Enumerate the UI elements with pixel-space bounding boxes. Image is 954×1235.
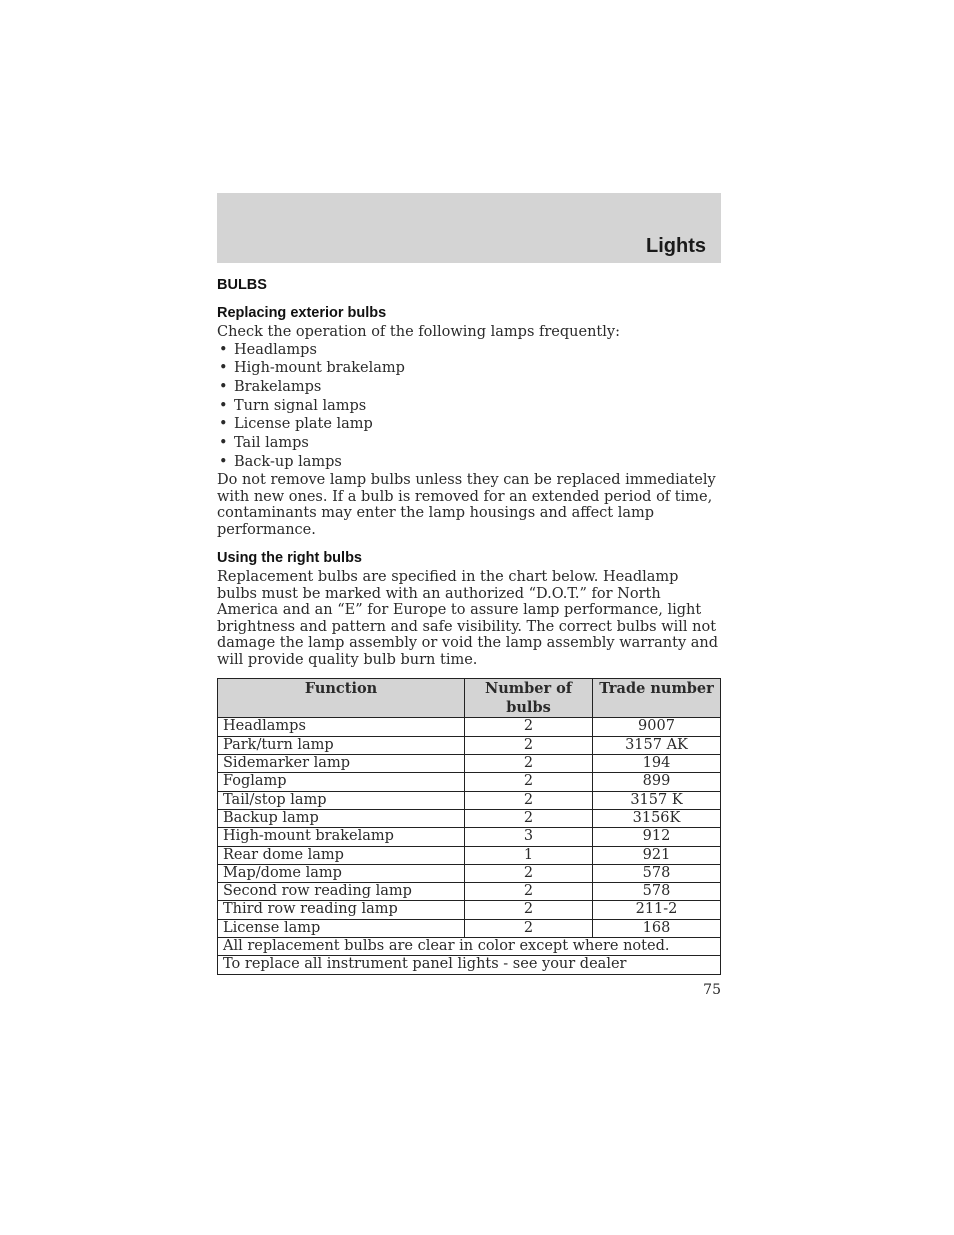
cell-count: 2 (465, 755, 593, 773)
list-item: • Tail lamps (217, 434, 721, 453)
section-title: BULBS (217, 277, 267, 293)
table-row (218, 901, 721, 919)
cell-function: Map/dome lamp (218, 864, 465, 882)
cell-count: 1 (465, 846, 593, 864)
table-row (218, 883, 721, 901)
cell-count: 2 (465, 883, 593, 901)
cell-count: 2 (465, 718, 593, 736)
table-row (218, 755, 721, 773)
cell-count: 2 (465, 901, 593, 919)
cell-function: Third row reading lamp (218, 901, 465, 919)
table-note-row (218, 937, 721, 955)
table-header-row (218, 679, 721, 718)
table-row (218, 828, 721, 846)
cell-trade: 3157 AK (593, 736, 721, 754)
bulb-table (217, 678, 721, 974)
table-note: To replace all instrument panel lights - see your dealer (218, 956, 721, 974)
cell-trade: 211-2 (593, 901, 721, 919)
header-function: Function (218, 679, 465, 718)
replacing-intro: Check the operation of the following lamps frequently: (217, 324, 620, 340)
cell-trade: 9007 (593, 718, 721, 736)
cell-trade: 578 (593, 883, 721, 901)
cell-function: Foglamp (218, 773, 465, 791)
table-row (218, 809, 721, 827)
header-trade-number: Trade number (593, 679, 721, 718)
page-content (217, 276, 721, 975)
chapter-title: Lights (646, 235, 706, 257)
table-row (218, 919, 721, 937)
cell-function: High-mount brakelamp (218, 828, 465, 846)
list-item: • Headlamps (217, 341, 721, 360)
table-note: All replacement bulbs are clear in color except where noted. (218, 937, 721, 955)
cell-function: Sidemarker lamp (218, 755, 465, 773)
table-row (218, 864, 721, 882)
cell-function: Headlamps (218, 718, 465, 736)
page-number: 75 (703, 982, 721, 998)
table-note-row (218, 956, 721, 974)
cell-function: Tail/stop lamp (218, 791, 465, 809)
table-row (218, 791, 721, 809)
cell-trade: 194 (593, 755, 721, 773)
cell-function: Rear dome lamp (218, 846, 465, 864)
cell-count: 2 (465, 809, 593, 827)
table-row (218, 736, 721, 754)
lamp-list (217, 341, 721, 472)
table-row (218, 773, 721, 791)
cell-function: License lamp (218, 919, 465, 937)
cell-function: Backup lamp (218, 809, 465, 827)
cell-count: 2 (465, 864, 593, 882)
table-row (218, 718, 721, 736)
list-item: • High-mount brakelamp (217, 359, 721, 378)
using-heading: Using the right bulbs (217, 550, 362, 567)
replacing-warning: Do not remove lamp bulbs unless they can be replaced immediately with new ones. If a bulb is removed for an extended period of time, contaminants may enter the lamp housings and affect lamp performance. (217, 472, 716, 538)
cell-count: 2 (465, 736, 593, 754)
cell-count: 2 (465, 791, 593, 809)
cell-trade: 921 (593, 846, 721, 864)
cell-count: 2 (465, 773, 593, 791)
list-item: • Brakelamps (217, 378, 721, 397)
table-row (218, 846, 721, 864)
cell-count: 2 (465, 919, 593, 937)
header-number-of-bulbs: Number of bulbs (465, 679, 593, 718)
cell-function: Second row reading lamp (218, 883, 465, 901)
cell-trade: 3157 K (593, 791, 721, 809)
cell-trade: 578 (593, 864, 721, 882)
list-item: • Back-up lamps (217, 453, 721, 472)
using-body: Replacement bulbs are specified in the chart below. Headlamp bulbs must be marked with an authorized “D.O.T.” for North America and an “E” for Europe to assure lamp performance, light brightness and pattern and safe visibility. The correct bulbs will not damage the lamp assembly or void the lamp assembly warranty and will provide quality bulb burn time. (217, 569, 719, 668)
replacing-heading: Replacing exterior bulbs (217, 305, 387, 321)
cell-function: Park/turn lamp (218, 736, 465, 754)
cell-count: 3 (465, 828, 593, 846)
cell-trade: 3156K (593, 809, 721, 827)
list-item: • License plate lamp (217, 415, 721, 434)
cell-trade: 168 (593, 919, 721, 937)
list-item: • Turn signal lamps (217, 397, 721, 416)
cell-trade: 899 (593, 773, 721, 791)
chapter-header (217, 193, 721, 263)
cell-trade: 912 (593, 828, 721, 846)
